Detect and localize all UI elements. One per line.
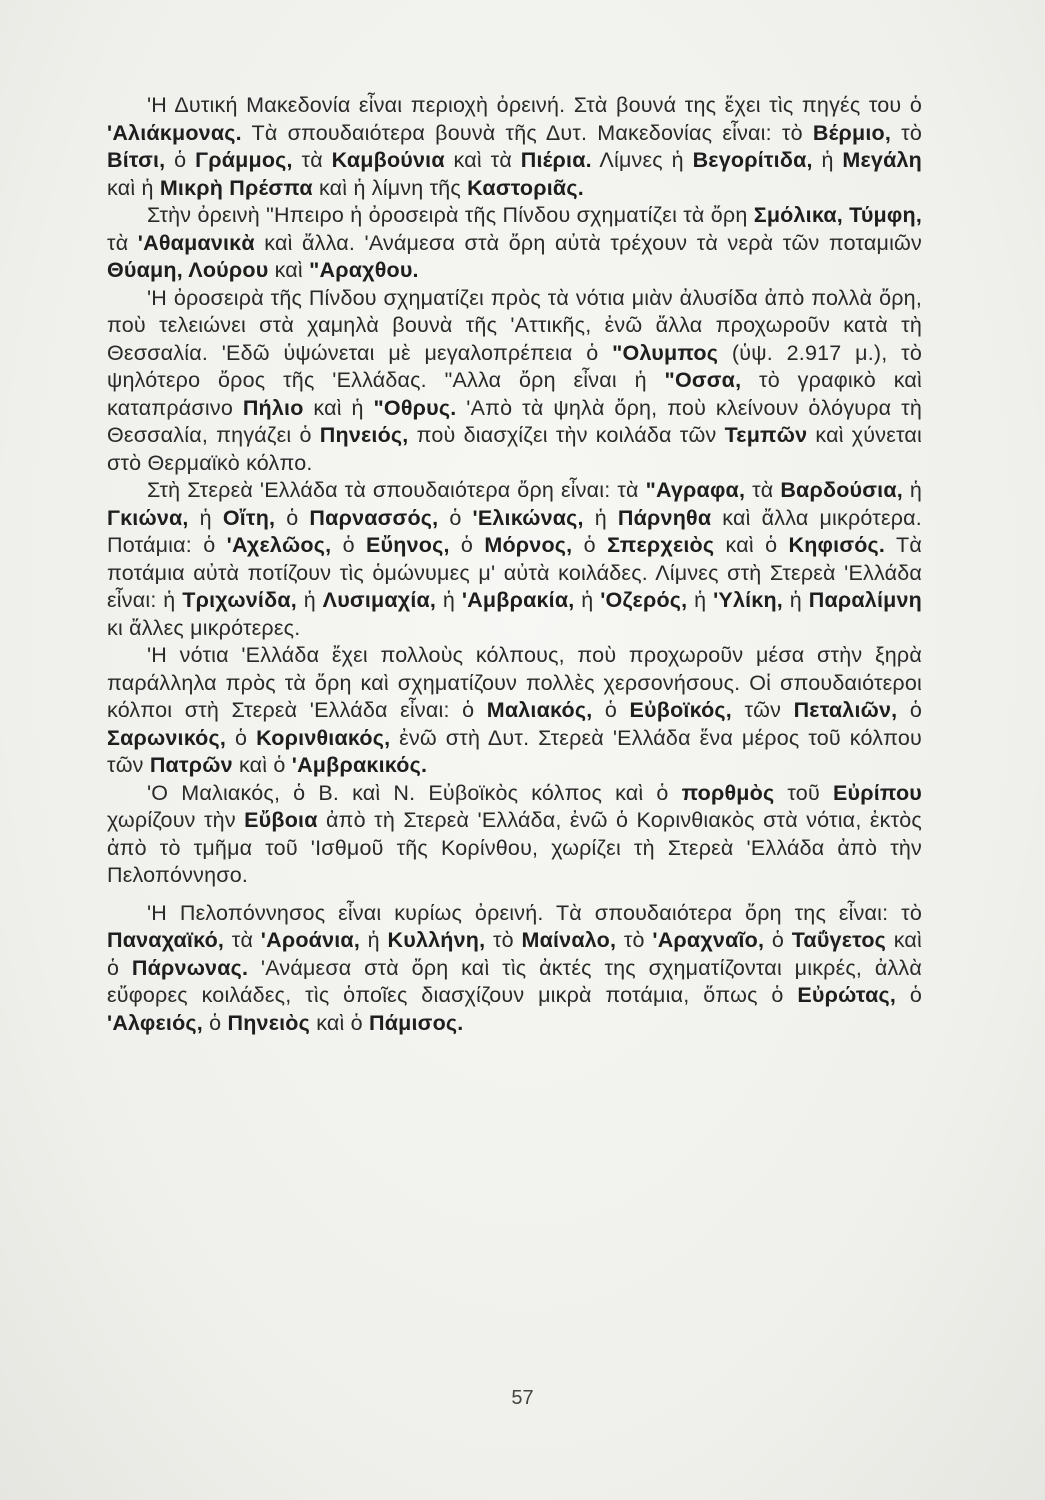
bold-term: 'Υλίκη, <box>713 588 783 612</box>
bold-term: Τεμπῶν <box>724 423 808 447</box>
bold-term: Μόρνος, <box>484 533 573 557</box>
text-run: ἡ <box>812 148 843 172</box>
text-run: ὁ <box>764 928 792 952</box>
text-run: καὶ ἡ <box>107 175 160 200</box>
text-run: καὶ ἄλλα. 'Ανάμεσα στὰ ὄρη αὐτὰ τρέχουν τὰ νερὰ τῶν ποταμιῶν <box>254 230 922 255</box>
text-run: 'Η νότια 'Ελλάδα ἔχει πολλοὺς κόλπους, ποὺ προχωροῦν μέσα στὴν ξηρὰ παράλληλα πρὸς τὰ ὄρη καὶ σχηματίζουν πολλὲς χερσονήσους. Οἱ σπουδαιότεροι κόλποι στὴ Στερεὰ 'Ελλάδα εἶναι: ὁ <box>107 643 922 722</box>
text-run: τὰ <box>107 230 138 255</box>
bold-term: πορθμὸς <box>681 780 775 805</box>
bold-term: Βαρδούσια, <box>780 478 903 502</box>
text-run: καὶ ὁ <box>310 1010 369 1035</box>
text-run: Λίμνες ἡ <box>591 148 693 172</box>
text-run: χωρίζουν τὴν <box>107 808 245 832</box>
text-run: τὰ <box>745 478 781 502</box>
bold-term: 'Αχελῶος, <box>226 533 332 557</box>
text-run: ἡ <box>296 588 323 612</box>
bold-term: Σαρωνικός, <box>107 725 227 750</box>
bold-term: Πηνειός, <box>319 423 409 447</box>
paragraph <box>107 477 922 642</box>
text-run: τὰ <box>292 148 332 172</box>
bold-term: Παναχαϊκό, <box>107 928 225 952</box>
bold-term: Εὐρίπου <box>832 780 922 805</box>
paragraph <box>107 900 922 1038</box>
bold-term: Κηφισός. <box>788 533 886 557</box>
bold-term: Εὐρώτας, <box>797 983 897 1007</box>
bold-term: "Οθρυς. <box>373 395 457 420</box>
bold-term: Γράμμος, <box>195 148 293 172</box>
text-run: (ὑψ. 2.917 μ.), τὸ ψηλότερο ὄρος τῆς 'Ελλάδας. "Αλλα ὄρη εἶναι ἡ <box>107 340 922 392</box>
bold-term: Πάρνωνας. <box>131 955 249 980</box>
bold-term: Μικρὴ Πρέσπα <box>159 175 313 200</box>
bold-term: Μαλιακός, <box>486 698 593 722</box>
text-run: καὶ ἡ <box>303 395 374 420</box>
text-run: κι ἄλλες μικρότερες. <box>107 615 301 640</box>
bold-term: 'Αροάνια, <box>260 928 360 952</box>
text-run: καὶ <box>268 258 310 282</box>
bold-term: Εὔβοια <box>244 808 318 832</box>
text-run: ὁ <box>897 698 922 722</box>
bold-term: Γκιώνα, <box>107 505 189 530</box>
text-run: ἐνῶ στὴ Δυτ. Στερεὰ 'Ελλάδα ἕνα μέρος τοῦ κόλπου τῶν <box>107 725 922 777</box>
text-run: ὁ <box>226 725 257 750</box>
paragraph <box>107 202 922 285</box>
text-run: καὶ ἄλλα μικρότερα. Ποτάμια: ὁ <box>107 505 922 557</box>
text-run: τὸ <box>485 928 522 952</box>
text-run: Στὴν ὀρεινὴ "Ηπειρο ἡ ὀροσειρὰ τῆς Πίνδου σχηματίζει τὰ ὄρη <box>147 203 754 227</box>
bold-term: Εὔηνος, <box>366 533 450 557</box>
bold-term: Λυσιμαχία, <box>322 588 437 612</box>
text-run: ἡ <box>902 478 922 502</box>
bold-term: Πεταλιῶν, <box>793 698 898 722</box>
text-run: ἡ <box>574 588 601 612</box>
text-run: ἡ <box>188 505 223 530</box>
text-run: ὁ <box>165 148 196 172</box>
text-run: ποὺ διασχίζει τὴν κοιλάδα τῶν <box>408 423 725 447</box>
text-run: ὁ <box>202 1010 228 1035</box>
text-run: καὶ ὁ <box>107 928 922 980</box>
text-run: ὁ <box>572 533 608 557</box>
text-run: ὁ <box>331 533 367 557</box>
bold-term: Παρνασσός, <box>309 505 439 530</box>
text-run: 'Η ὀροσειρὰ τῆς Πίνδου σχηματίζει πρὸς τὰ νότια μιὰν ἀλυσίδα ἀπὸ πολλὰ ὄρη, ποὺ τελειώνει στὰ χαμηλὰ βουνὰ τῆς 'Αττικῆς, ἐνῶ ἄλλα προχωροῦν κατὰ τὴ Θεσσαλία. 'Εδῶ ὑψώνεται μὲ μεγαλοπρέπεια ὁ <box>107 285 922 365</box>
bold-term: Πιέρια. <box>520 148 592 172</box>
bold-term: 'Ελικώνας, <box>472 505 584 530</box>
text-run: τὸ <box>616 928 653 952</box>
bold-term: Βεγορίτιδα, <box>692 148 813 172</box>
text-run: τῶν <box>731 698 794 722</box>
bold-term: Βέρμιο, <box>812 120 892 145</box>
bold-term: Καμβούνια <box>331 148 445 172</box>
bold-term: Πάμισος. <box>369 1010 464 1035</box>
bold-term: Βίτσι, <box>107 148 166 172</box>
text-run: ὁ <box>592 698 630 722</box>
text-run: καὶ χύνεται στὸ Θερμαϊκὸ κόλπο. <box>107 423 922 475</box>
text-run: Τὰ σπουδαιότερα βουνὰ τῆς Δυτ. Μακεδονίας εἶναι: τὸ <box>241 120 813 145</box>
bold-term: Πάρνηθα <box>617 505 712 530</box>
bold-term: 'Αραχναῖο, <box>652 928 765 952</box>
text-run: ὁ <box>275 505 310 530</box>
paragraph <box>107 642 922 780</box>
text-run: ἡ <box>782 588 809 612</box>
bold-term: 'Αμβρακικός. <box>291 753 428 777</box>
bold-term: "Οσσα, <box>664 368 742 392</box>
bold-term: 'Αμβρακία, <box>461 588 575 612</box>
bold-term: Μεγάλη <box>842 148 922 172</box>
bold-term: Θύαμη, Λούρου <box>107 258 269 282</box>
bold-term: "Ολυμπος <box>612 340 719 365</box>
bold-term: Καστοριᾶς. <box>467 175 584 200</box>
text-run: ἀπὸ τὴ Στερεὰ 'Ελλάδα, ἐνῶ ὁ Κορινθιακὸς στὰ νότια, ἐκτὸς ἀπὸ τὸ τμῆμα τοῦ 'Ισθμοῦ τῆς Κορίνθου, χωρίζει τὴ Στερεὰ 'Ελλάδα ἀπὸ τὴν Πελοπόννησο. <box>107 808 922 887</box>
text-run: καὶ τὰ <box>444 148 521 172</box>
text-run: ὁ <box>896 983 922 1007</box>
text-run: 'Ανάμεσα στὰ ὄρη καὶ τὶς ἀκτές της σχηματίζονται μικρές, ἀλλὰ εὔφορες κοιλάδες, τὶς ὁποῖες διασχίζουν μικρὰ ποτάμια, ὅπως ὁ <box>107 955 922 1007</box>
text-run: τοῦ <box>774 780 833 805</box>
bold-term: 'Αθαμανικὰ <box>137 230 255 255</box>
text-run: καὶ ὁ <box>714 533 789 557</box>
paragraph <box>107 780 922 890</box>
bold-term: "Αγραφα, <box>645 478 746 502</box>
bold-term: Σμόλικα, Τύμφη, <box>753 203 922 227</box>
text-run: ἡ <box>436 588 462 612</box>
bold-term: Πήλιο <box>242 395 304 420</box>
text-run: ἡ <box>360 928 388 952</box>
text-run: ἡ <box>687 588 714 612</box>
bold-term: Σπερχειὸς <box>607 533 715 557</box>
text-run: 'Απὸ τὰ ψηλὰ ὄρη, ποὺ κλείνουν ὁλόγυρα τὴ Θεσσαλία, πηγάζει ὁ <box>107 395 922 447</box>
text-run: καὶ ὁ <box>232 753 292 777</box>
bold-term: Μαίναλο, <box>521 928 617 952</box>
text-run: τὰ <box>224 928 261 952</box>
bold-term: Ταΰγετος <box>791 928 887 952</box>
bold-term: Παραλίμνη <box>808 588 922 612</box>
paragraph <box>107 285 922 478</box>
page-number: 57 <box>511 1387 534 1409</box>
text-run: ὁ <box>438 505 473 530</box>
paragraph <box>107 92 922 202</box>
bold-term: Κυλλήνη, <box>387 928 486 952</box>
bold-term: 'Αλιάκμονας. <box>107 120 242 145</box>
bold-term: Οἴτη, <box>222 505 276 530</box>
bold-term: Τριχωνίδα, <box>182 588 297 612</box>
body-text <box>107 92 922 1037</box>
bold-term: "Αραχθου. <box>309 258 419 282</box>
text-run: 'Η Δυτική Μακεδονία εἶναι περιοχὴ ὀρεινή. Στὰ βουνά της ἔχει τὶς πηγές του ὁ <box>147 93 922 117</box>
bold-term: Εὐβοϊκός, <box>629 698 732 722</box>
text-run: τὸ <box>891 120 922 145</box>
text-run: Τὰ ποτάμια αὐτὰ ποτίζουν τὶς ὁμώνυμες μ' αὐτὰ κοιλάδες. Λίμνες στὴ Στερεὰ 'Ελλάδα εἶναι: ἡ <box>107 533 922 612</box>
bold-term: 'Αλφειός, <box>107 1010 203 1035</box>
bold-term: Πατρῶν <box>149 753 233 777</box>
bold-term: 'Οζερός, <box>600 588 688 612</box>
text-run: 'Η Πελοπόννησος εἶναι κυρίως ὀρεινή. Τὰ σπουδαιότερα ὄρη της εἶναι: τὸ <box>147 900 922 925</box>
text-run: καὶ ἡ λίμνη τῆς <box>312 175 468 200</box>
text-run: 'Ο Μαλιακός, ὁ Β. καὶ Ν. Εὐβοϊκὸς κόλπος καὶ ὁ <box>147 780 682 805</box>
text-run: ὁ <box>449 533 485 557</box>
bold-term: Κορινθιακός, <box>256 725 391 750</box>
text-run: ἡ <box>583 505 618 530</box>
text-run: Στὴ Στερεὰ 'Ελλάδα τὰ σπουδαιότερα ὄρη εἶναι: τὰ <box>147 478 646 502</box>
text-run: τὸ γραφικὸ καὶ καταπράσινο <box>107 368 922 420</box>
bold-term: Πηνειὸς <box>227 1010 311 1035</box>
